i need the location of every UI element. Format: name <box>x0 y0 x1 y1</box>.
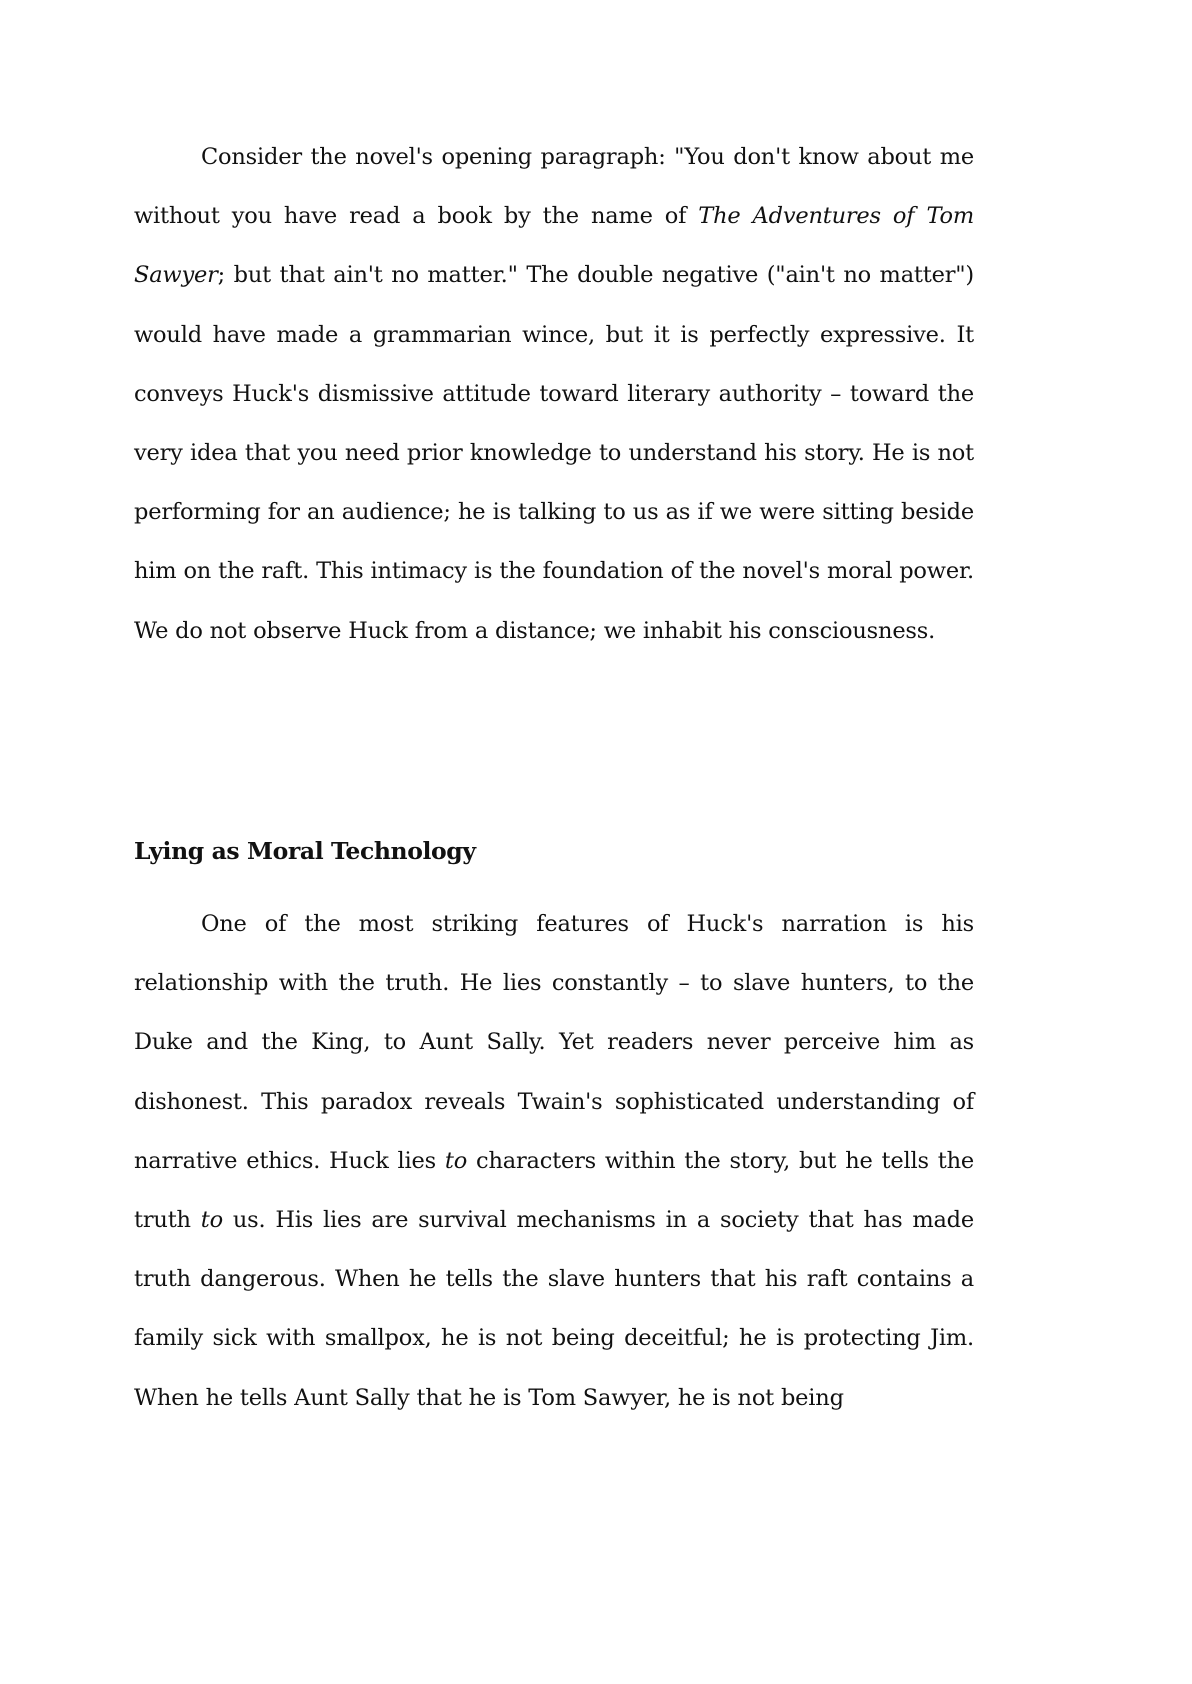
emphasis-to-1: to <box>444 1147 468 1174</box>
paragraph-2-text-c: us. His lies are survival mechanisms in a society that has made truth dangerous. When he tells the slave hunters that his raft contains a family sick with smallpox, he is not being deceitful; he is protecting Jim. When he tells Aunt Sally that he is Tom Sawyer, he is not being <box>134 1207 974 1411</box>
paragraph-opening-analysis <box>134 128 974 661</box>
paragraph-2-text-a: One of the most striking features of Huck's narration is his relationship with the truth. He lies constantly – to slave hunters, to the Duke and the King, to Aunt Sally. Yet readers never perceive him as dishonest. This paradox reveals Twain's sophisticated understanding of narrative ethics. Huck lies <box>134 911 974 1174</box>
paragraph-1-text-a: Consider the novel's opening paragraph: "You don't know about me without you have read a book by the name of <box>134 144 974 230</box>
paragraph-2-text-b: characters within the story, but he tells the truth <box>134 1147 974 1234</box>
document-page <box>134 128 975 1411</box>
section-heading: Lying as Moral Technology <box>134 837 476 865</box>
paragraph-lying-analysis <box>134 895 974 1428</box>
book-title-tom-sawyer: The Adventures of Tom Sawyer <box>134 203 975 289</box>
emphasis-to-2: to <box>200 1207 223 1234</box>
paragraph-1-text-b: ; but that ain't no matter." The double negative ("ain't no matter") would have made a grammarian wince, but it is perfectly expressive. It conveys Huck's dismissive attitude toward literary authority – toward the very idea that you need prior knowledge to understand his story. He is not performing for an audience; he is talking to us as if we were sitting beside him on the raft. This intimacy is the foundation of the novel's moral power. We do not observe Huck from a distance; we inhabit his consciousness. <box>134 262 974 644</box>
